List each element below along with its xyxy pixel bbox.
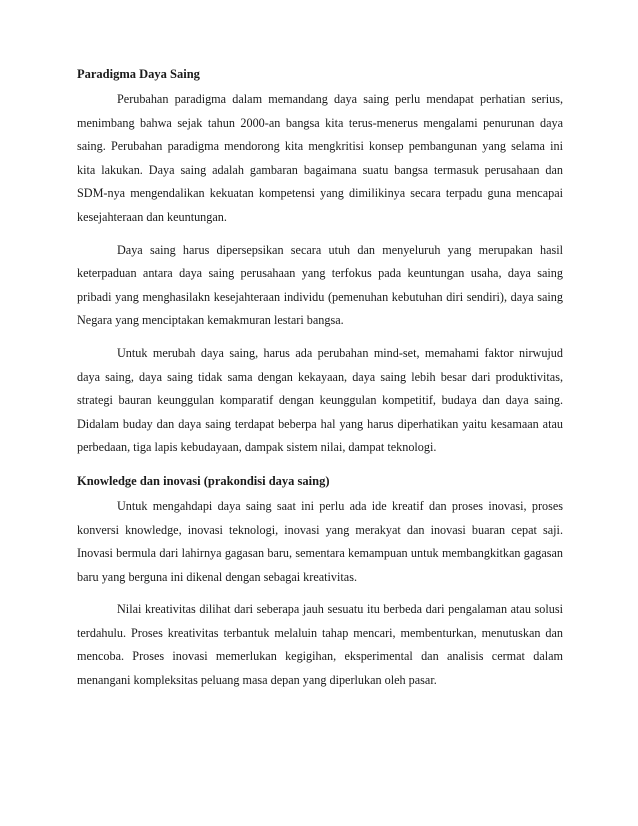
section-heading-paradigma: Paradigma Daya Saing: [77, 67, 200, 81]
paragraph: Perubahan paradigma dalam memandang daya saing perlu mendapat perhatian serius, menimbang bahwa sejak tahun 2000-an bangsa kita terus-menerus mengalami penurunan daya saing. Perubahan paradigma mendorong kita mengkritisi konsep pembangunan yang selama ini kita lakukan. Daya saing adalah gambaran bagaimana suatu bangsa termasuk perusahaan dan SDM-nya mengendalikan kekuatan kompetensi yang dimilikinya secara terpadu guna mencapai kesejahteraan dan keuntungan.: [77, 92, 563, 224]
paragraph: Untuk merubah daya saing, harus ada perubahan mind-set, memahami faktor nirwujud daya saing, daya saing tidak sama dengan kekayaan, daya saing lebih besar dari produktivitas, strategi bauran keunggulan komparatif dengan keunggulan kompetitif, budaya dan daya saing. Didalam buday dan daya saing terdapat beberpa hal yang harus diperhatikan yaitu kesamaan atau perbedaan, tiga lapis kebudayaan, dampak sistem nilai, dampat teknologi.: [77, 345, 563, 455]
section-heading-knowledge: Knowledge dan inovasi (prakondisi daya saing): [77, 473, 330, 488]
paragraph: Daya saing harus dipersepsikan secara utuh dan menyeluruh yang merupakan hasil keterpaduan antara daya saing perusahaan yang terfokus pada keuntungan usaha, daya saing pribadi yang menghasilakn kesejahteraan individu (pemenuhan kebutuhan diri sendiri), daya saing Negara yang menciptakan kemakmuran lestari bangsa.: [77, 242, 563, 328]
paragraph: Untuk mengahdapi daya saing saat ini perlu ada ide kreatif dan proses inovasi, proses konversi knowledge, inovasi teknologi, inovasi yang merakyat dan inovasi buaran cepat saji. Inovasi bermula dari lahirnya gagasan baru, sementara kemampuan untuk membangkitkan gagasan baru yang berguna ini dikenal dengan sebagai kreativitas.: [77, 498, 563, 584]
paragraph: Nilai kreativitas dilihat dari seberapa jauh sesuatu itu berbeda dari pengalaman atau solusi terdahulu. Proses kreativitas terbantuk melaluin tahap mencari, membenturkan, menutuskan dan mencoba. Proses inovasi memerlukan kegigihan, eksperimental dan analisis cermat dalam menangani kompleksitas peluang masa depan yang diperlukan oleh pasar.: [77, 602, 563, 688]
document-page: [77, 62, 563, 702]
